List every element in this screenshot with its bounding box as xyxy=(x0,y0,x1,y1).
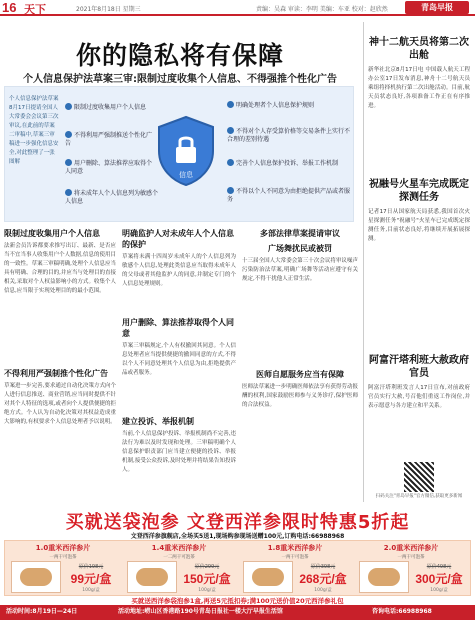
infographic-item: 不得对个人存受算价格等交易条件上实行不合理的差别待遇 xyxy=(227,128,351,143)
main-subhead: 个人信息保护法草案三审:限制过度收集个人信息、不得强推个性化广告 xyxy=(23,74,337,85)
article-body: 草案三审稿规定,个人有权撤回其同意。个人信息处理者应当提供便捷的撤回同意的方式,不得以个人不同意处理其个人信息为由,拒绝提供产品或者服务。 xyxy=(122,343,236,376)
page-number: 16 xyxy=(2,0,17,15)
article-heading: 建立投诉、举报机制 xyxy=(122,417,194,426)
ad-headline: 买就送袋泡参 文登西洋参限时特惠5折起 xyxy=(65,512,410,533)
original-price: 原价398元 xyxy=(310,564,336,570)
product-sub: 一两干可泡茶 xyxy=(397,555,425,560)
article-heading: 明确监护人对未成年人个人信息的保护 xyxy=(122,229,234,249)
bullet-icon xyxy=(227,127,234,134)
product-name: 2.0重米西洋参片 xyxy=(383,544,439,552)
article-heading: 不得利用严强制推个性化广告 xyxy=(4,369,108,378)
bullet-icon xyxy=(65,103,72,110)
sale-price: 268元/盒 xyxy=(299,572,347,586)
product-name: 1.8重米西洋参片 xyxy=(267,544,323,552)
product-card xyxy=(7,543,119,595)
column-divider xyxy=(363,22,364,502)
issue-date: 2021年8月18日 星期三 xyxy=(76,6,141,13)
editor-credits: 责编：吴森 审读：李明 美编：车亚 校对：赵欣然 xyxy=(256,6,388,13)
article-heading: 用户删除、算法推荐取得个人同意 xyxy=(122,318,234,338)
product-image xyxy=(243,561,293,593)
product-name: 1.4重米西洋参片 xyxy=(151,544,207,552)
sidebar-heading: 神十二航天员将第二次出舱 xyxy=(369,37,469,61)
page-header xyxy=(0,0,475,16)
shield-lock-icon xyxy=(155,115,217,187)
product-image xyxy=(127,561,177,593)
article-column-1 xyxy=(4,228,116,502)
activity-time: 活动时间:8月19日—24日 xyxy=(6,608,78,615)
qr-code-icon xyxy=(404,462,434,492)
original-price: 原价299元 xyxy=(194,564,220,570)
bullet-icon xyxy=(227,101,234,108)
infographic-item: 明确处理者个人信息保护规则 xyxy=(227,101,351,110)
infographic-item: 将未成年人个人信息列为敏感个人信息 xyxy=(65,190,159,205)
ad-footer-bar xyxy=(0,605,475,620)
infographic-item: 不得以个人不同意为由拒绝提供产品或者服务 xyxy=(227,188,351,203)
bullet-icon xyxy=(227,187,234,194)
contact-phone: 咨询电话:66988968 xyxy=(372,608,432,615)
article-body: 医师法草案进一步明确医师依法享有获得劳动报酬的权利,国家鼓励医师参与义务诊疗,保护医师的合法权益。 xyxy=(242,384,358,408)
bullet-icon xyxy=(65,159,72,166)
sale-price: 150元/盒 xyxy=(183,572,231,586)
product-image xyxy=(11,561,61,593)
infographic-item: 用户删除、算法推荐应取得个人同意 xyxy=(65,160,153,175)
product-name: 1.0重米西洋参片 xyxy=(35,544,91,552)
shield-label: 信息 xyxy=(179,171,193,179)
bullet-icon xyxy=(65,131,72,138)
sidebar-footer: 扫码关注"青岛早报"官方微信,获取更多新闻 xyxy=(375,494,463,499)
sale-price: 99元/盒 xyxy=(70,572,112,586)
article-subheading: 广场舞扰民或被罚 xyxy=(268,244,332,253)
article-body: 十三届全国人大常委会第三十次会议将审议噪声污染防治法草案,明确广场舞等活动应遵守有关规定,不得干扰他人正常生活。 xyxy=(242,258,358,282)
article-body: 草案进一步完善,要求通过自动化决策方式向个人进行信息推送、商业营销,应当同时提供不针对其个人特征的选项,或者向个人提供便捷的拒绝方式。个人认为自动化决策对其权益造成重大影响的,有权要求个人信息处理者予以说明。 xyxy=(4,383,116,425)
newspaper-logo: 青岛早报 xyxy=(405,1,469,14)
infographic-item: 不得利用严强制推送个性化广告 xyxy=(65,132,153,147)
article-heading: 医师自愿服务应当有保障 xyxy=(256,370,344,379)
article-column-2 xyxy=(122,228,236,530)
unit-size: 100g/盒 xyxy=(430,588,448,593)
sidebar-heading: 阿富汗塔利班大赦政府官员 xyxy=(369,355,469,379)
article-body: 当前,个人信息保护投诉、举报机制尚不完善,违法行为难以及时发现和处理。三审稿明确个人信息保护职责部门应当建立便捷的投诉、举报机制,接受公众投诉,及时处理并将结果告知投诉人。 xyxy=(122,431,236,473)
article-heading: 限制过度收集用户个人信息 xyxy=(4,229,100,238)
product-card xyxy=(239,543,351,595)
bullet-icon xyxy=(227,159,234,166)
sidebar-body: 阿富汗塔利班发言人17日宣布,对前政府官员实行大赦,号召他们重返工作岗位,并表示愿意与各方建立和平关系。 xyxy=(368,385,470,409)
article-body: 草案将未满十四周岁未成年人的个人信息列为敏感个人信息,处理此类信息应当取得未成年人的父母或者其他监护人的同意,并制定专门的个人信息处理规则。 xyxy=(122,254,236,287)
product-sub: 一二两干可泡茶 xyxy=(163,555,195,560)
activity-address: 活动地址:崂山区香港路190号青岛日报社一楼大厅早报生活馆 xyxy=(118,608,283,615)
infographic-intro: 个人信息保护法草案8月17日提请全国人大常委会会议第三次审议,在此前的草案二审稿中,草案三审稿进一步强化信息安全,对此整理了一张图解 xyxy=(9,96,59,165)
unit-size: 100g/盒 xyxy=(314,588,332,593)
bullet-icon xyxy=(65,189,72,196)
product-sub: 一两干可泡茶 xyxy=(49,555,77,560)
unit-size: 100g/盒 xyxy=(82,588,100,593)
sidebar-heading: 祝融号火星车完成既定探测任务 xyxy=(369,179,469,203)
article-column-3 xyxy=(242,228,358,493)
infographic-item: 完善个人信息保护投诉、举报工作机制 xyxy=(227,159,351,168)
product-image xyxy=(359,561,409,593)
original-price: 原价498元 xyxy=(426,564,452,570)
ad-promo-line: 买就送西洋参袋泡参1盒,再送5元抵扣券;满100元送价值20元西洋参礼包 xyxy=(131,597,344,605)
original-price: 原价198元 xyxy=(78,564,104,570)
product-card xyxy=(355,543,467,595)
infographic xyxy=(4,86,354,222)
product-card xyxy=(123,543,235,595)
sidebar-body: 记者17日从国家航天局获悉,我国首次火星探测任务"祝融号"火星车已完成既定探测任务,目前状态良好,将继续开展拓展探测。 xyxy=(368,209,470,242)
main-headline: 你的隐私将有保障 xyxy=(75,41,284,70)
sale-price: 300元/盒 xyxy=(415,572,463,586)
unit-size: 100g/盒 xyxy=(198,588,216,593)
ad-info-line: 文登西洋参旗舰店,全场买5送1,现场购参现场送赠100元,订购电话:66988968 xyxy=(130,533,345,540)
section-name: 天下 xyxy=(24,3,46,16)
article-heading: 多部法律草案提请审议 xyxy=(260,229,340,238)
ad-product-panel xyxy=(4,540,471,596)
sidebar-body: 新华社北京8月17日电 中国载人航天工程办公室17日发布消息,神舟十二号航天员乘组将择机执行第二次出舱活动。目前,航天员状态良好,各项准备工作正在有序推进。 xyxy=(368,67,470,109)
product-sub: 一两干可泡茶 xyxy=(281,555,309,560)
article-body: 法新会员告诉都要求推写出订、最新、是否应当不宜当事人收集用户个人数据,信息的使用目的一致性。草案三审稿明确,处理个人信息应当具有明确、合理的目的,并应当与处理目的直接相关,采取对个人权益影响小的方式。收集个人信息,应当限于实现处理目的的最小范围。 xyxy=(4,243,116,294)
infographic-item: 限制过度收集用户个人信息 xyxy=(65,103,153,112)
